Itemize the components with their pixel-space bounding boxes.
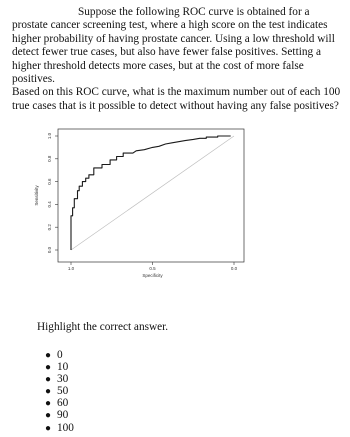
answer-option[interactable] (45, 397, 74, 409)
instruction-text: Highlight the correct answer. (37, 321, 169, 333)
bullet-icon: ● (45, 386, 52, 398)
bullet-icon: ● (45, 410, 52, 422)
y-axis-label: Sensitivity (34, 185, 39, 206)
x-tick-label: 0.5 (149, 266, 156, 271)
answer-label: 10 (57, 361, 69, 374)
plot-frame (58, 129, 244, 262)
answer-label: 50 (57, 385, 69, 398)
x-axis-label: Specificity (142, 273, 163, 278)
y-tick-label: 0.4 (47, 201, 52, 208)
y-tick-label: 0.6 (47, 178, 52, 185)
x-tick-label: 0.0 (230, 266, 238, 271)
y-tick-label: 0.0 (47, 246, 52, 254)
answer-option[interactable] (45, 409, 74, 421)
answer-label: 30 (57, 373, 69, 386)
answer-label: 90 (57, 409, 69, 422)
y-tick-label: 1.0 (47, 132, 52, 140)
answer-label: 60 (57, 397, 69, 410)
answer-option[interactable] (45, 385, 74, 397)
answer-option[interactable] (45, 349, 74, 361)
answer-label: 100 (57, 421, 74, 434)
bullet-icon: ● (45, 422, 52, 434)
y-tick-label: 0.2 (47, 224, 52, 231)
answer-option[interactable] (45, 361, 74, 373)
reference-diagonal (71, 136, 234, 250)
question-paragraph-2: Based on this ROC curve, what is the maximum number out of each 100 true cases that is it possible to detect without having any false positives? (12, 86, 341, 112)
answer-option[interactable] (45, 373, 74, 385)
y-tick-label: 0.8 (47, 155, 52, 162)
bullet-icon: ● (45, 374, 52, 386)
x-tick-label: 1.0 (67, 266, 75, 271)
question-paragraph-1: Suppose the following ROC curve is obtained for a prostate cancer screening test, where a high score on the test indicates higher probability of having prostate cancer. Using a low threshold will detect fewer true cases, but also have fewer false positives. Setting a higher threshold detects more cases, but at the cost of more false positives. (12, 6, 335, 86)
bullet-icon: ● (45, 362, 52, 374)
answer-list (45, 349, 74, 434)
answer-option[interactable] (45, 422, 74, 434)
bullet-icon: ● (45, 398, 52, 410)
bullet-icon: ● (45, 350, 52, 361)
answer-label: 0 (57, 349, 63, 361)
